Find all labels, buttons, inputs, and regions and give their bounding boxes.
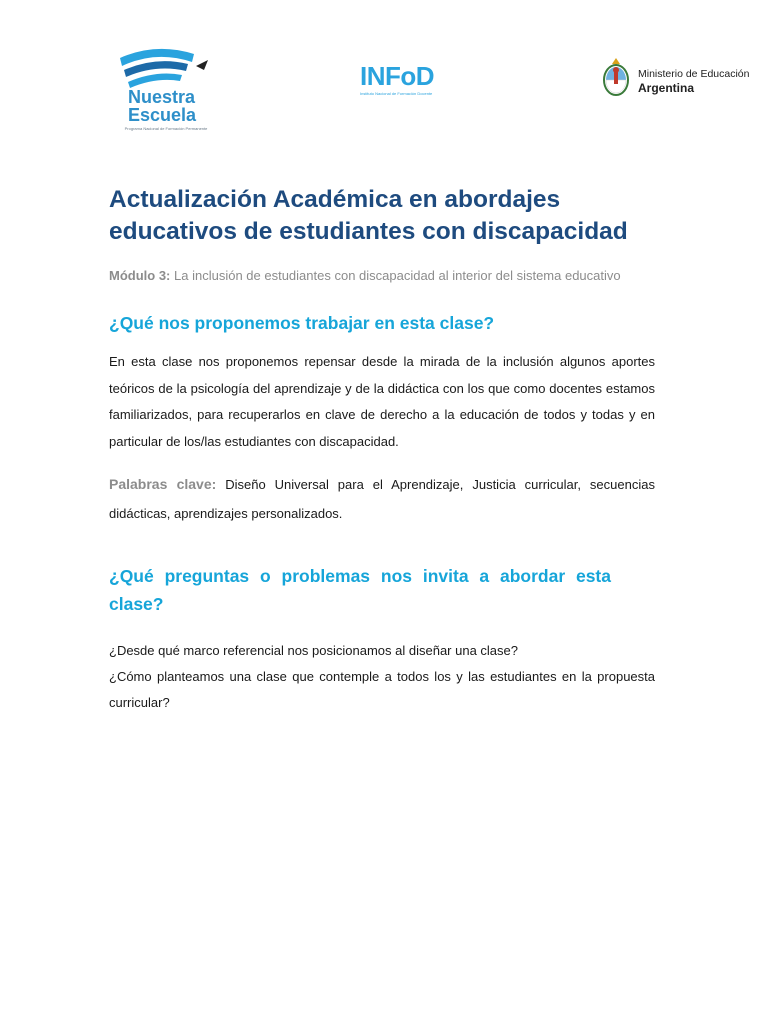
keywords-paragraph: [109, 470, 655, 528]
section2-heading: ¿Qué preguntas o problemas nos invita a abordar esta clase?: [109, 565, 611, 614]
keywords-label: Palabras clave:: [109, 475, 217, 492]
ministerio-line1: Ministerio de Educación: [638, 68, 750, 80]
infod-logo: [360, 62, 460, 102]
ministerio-text: [638, 68, 749, 95]
section1-paragraph: En esta clase nos proponemos repensar desde la mirada de la inclusión algunos aportes teóricos de la psicología del aprendizaje y de la didáctica con los que como docentes estamos familiarizados, para recuperarlos en clave de derecho a la educación de todos y todas y en particular de los/las estudiantes con discapacidad.: [109, 354, 655, 450]
section1-heading: ¿Qué nos proponemos trabajar en esta clase?: [109, 313, 495, 333]
document-title: Actualización Académica en abordajes educativos de estudiantes con discapacidad: [109, 186, 628, 245]
keywords-text: Diseño Universal para el Aprendizaje, Justicia curricular, secuencias didácticas, aprendizajes personalizados.: [109, 476, 655, 521]
nuestra-escuela-subtitle: Programa Nacional de Formación Permanente: [124, 126, 208, 131]
ministerio-logo: [600, 56, 750, 102]
argentina-coat-of-arms-icon: [600, 56, 632, 100]
document-body: [109, 184, 655, 716]
module-label: Módulo 3:: [109, 268, 171, 283]
ministerio-line2: Argentina: [638, 81, 695, 95]
nuestra-escuela-title: Nuestra Escuela: [128, 87, 197, 125]
nuestra-escuela-logo: [116, 44, 216, 136]
question-1: ¿Desde qué marco referencial nos posicionamos al diseñar una clase?: [109, 642, 518, 658]
module-subtitle: [109, 266, 655, 285]
module-text: La inclusión de estudiantes con discapacidad al interior del sistema educativo: [174, 268, 621, 283]
nuestra-escuela-arcs-icon: [116, 44, 216, 88]
question-2: ¿Cómo planteamos una clase que contemple a todos los y las estudiantes en la propuesta curricular?: [109, 668, 655, 710]
infod-wordmark: INFoD: [360, 61, 435, 91]
infod-subtitle: Instituto Nacional de Formación Docente: [360, 91, 433, 96]
page-header: [0, 0, 768, 150]
